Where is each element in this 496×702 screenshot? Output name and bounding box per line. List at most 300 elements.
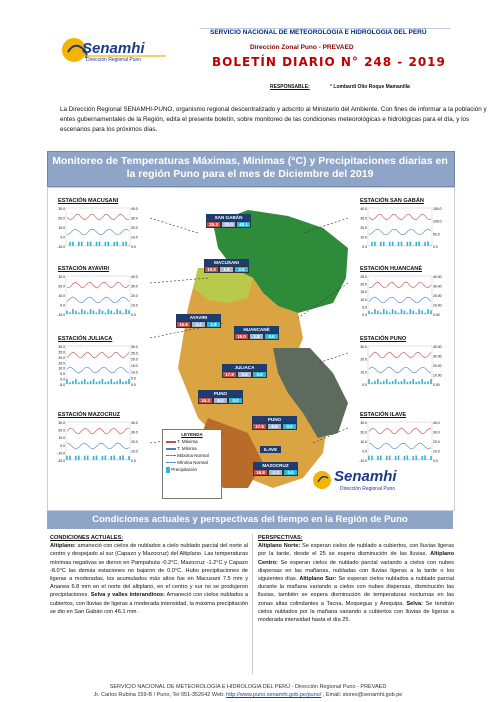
precip-bar: [69, 312, 71, 314]
precip-bar: [389, 242, 391, 246]
y2-tick-label: 10.0: [131, 370, 138, 375]
precip-bar: [78, 382, 80, 384]
station-chart: [352, 198, 448, 260]
y-tick-label: 0.0: [362, 449, 367, 454]
conditions-title: Condiciones actuales y perspectivas del tiempo en la Región de Puno: [92, 514, 408, 525]
precip-bar: [128, 456, 130, 460]
station-chart: [50, 266, 146, 328]
y2-tick-label: 0.0: [433, 459, 438, 463]
map-label-name: MACUSANI: [204, 259, 249, 266]
y-tick-label: -20.0: [57, 459, 65, 463]
monitoring-map-panel: [47, 187, 455, 511]
y-tick-label: 40.0: [360, 207, 367, 211]
y2-tick-label: 40.0: [131, 275, 138, 279]
precip-bar: [113, 242, 115, 246]
precip-bar: [90, 242, 92, 246]
map-label-tmin: 2.8: [237, 371, 252, 378]
map-label-name: JULIACA: [222, 364, 267, 371]
map-label-8: [260, 446, 281, 453]
y-tick-label: 20.0: [58, 355, 65, 360]
precip-bar: [102, 379, 104, 384]
precip-bar: [401, 381, 403, 384]
y-tick-label: -10.0: [57, 451, 65, 456]
y-tick-label: 0.0: [362, 313, 367, 317]
precip-bar: [392, 381, 394, 384]
precip-bar: [398, 456, 400, 460]
precip-bar: [389, 312, 391, 314]
precip-bar: [395, 379, 397, 384]
station-plot: [50, 344, 146, 398]
precip-bar: [84, 456, 86, 460]
map-label-tmin: 20.0: [221, 221, 236, 228]
y2-tick-label: 15.0: [131, 364, 138, 368]
precip-bar: [383, 309, 385, 314]
precip-bar: [407, 382, 409, 384]
website-link[interactable]: http://www.puno.senamhi.gob.pe/puno/: [226, 692, 322, 698]
precip-bar: [90, 381, 92, 384]
precip-bar: [119, 456, 121, 460]
map-label-pp: 0.0: [228, 397, 243, 404]
logo-subtitle: Dirección Regional Puno: [86, 57, 142, 63]
precip-bar: [430, 245, 432, 246]
y-tick-label: 30.0: [58, 421, 65, 425]
map-label-2: [204, 259, 249, 273]
precip-bar: [418, 309, 420, 314]
station-chart: [352, 336, 448, 398]
precip-bar: [386, 456, 388, 460]
y-tick-label: 30.0: [58, 345, 65, 349]
responsible-label: RESPONSABLE:: [270, 84, 310, 90]
precip-bar: [389, 456, 391, 460]
map-label-9: [253, 462, 298, 476]
y-tick-label: 0.0: [60, 443, 65, 448]
y2-tick-label: 40.0: [433, 421, 440, 425]
precip-bar: [125, 459, 127, 460]
responsible-name: ° Lombardi Olio Roque Mamanilla: [330, 84, 410, 90]
y2-tick-label: 150.0: [433, 207, 442, 211]
precip-bar: [116, 241, 118, 246]
precip-bar: [125, 309, 127, 314]
precip-bar: [427, 241, 429, 246]
precip-bar: [75, 311, 77, 314]
y-tick-label: 25.0: [58, 350, 65, 355]
current-conditions-heading: CONDICIONES ACTUALES:: [50, 535, 124, 541]
map-logo-sub: Dirección Regional Puno: [340, 486, 396, 492]
precip-bar: [72, 309, 74, 314]
y2-tick-label: 20.0: [433, 440, 440, 444]
y2-tick-label: 30.0: [131, 284, 138, 289]
precip-bar: [401, 309, 403, 314]
precip-bar: [424, 382, 426, 384]
map-label-pp: 0.0: [252, 371, 267, 378]
column-divider: [252, 534, 253, 674]
sun-icon: [313, 471, 331, 489]
map-label-pp: 40.1: [236, 221, 251, 228]
map-label-tmax: 15.6: [176, 321, 191, 328]
precip-bar: [122, 242, 124, 246]
precip-bar: [66, 379, 68, 384]
precip-bar: [116, 309, 118, 314]
precip-bar: [410, 381, 412, 384]
y2-tick-label: 0.0: [433, 245, 438, 249]
y2-tick-label: 30.00: [433, 284, 442, 289]
precip-bar: [69, 242, 71, 246]
precip-bar: [96, 456, 98, 460]
precip-bar: [430, 310, 432, 314]
map-label-tmax: 15.0: [234, 333, 249, 340]
map-label-tmax: 17.6: [252, 423, 267, 430]
y-tick-label: 20.0: [360, 357, 367, 362]
station-title: ESTACIÓN JULIACA: [58, 336, 113, 342]
station-title: ESTACIÓN AYAVIRI: [58, 266, 110, 272]
y2-tick-label: 10.0: [131, 449, 138, 454]
precip-bar: [105, 242, 107, 246]
map-label-name: SAN GABÁN: [206, 214, 251, 221]
precip-bar: [380, 312, 382, 314]
precip-bar: [398, 313, 400, 314]
precip-bar: [81, 381, 83, 384]
map-label-name: AYAVIRI: [176, 314, 221, 321]
station-title: ESTACIÓN HUANCANÉ: [360, 266, 423, 272]
precip-bar: [122, 313, 124, 314]
y-tick-label: 20.0: [58, 284, 65, 289]
y2-tick-label: 20.0: [131, 357, 138, 362]
precip-bar: [371, 312, 373, 314]
precip-bar: [125, 241, 127, 246]
precip-bar: [105, 313, 107, 314]
y-tick-label: 20.0: [360, 282, 367, 287]
precip-bar: [418, 459, 420, 460]
y-tick-label: 10.0: [360, 370, 367, 375]
precip-bar: [421, 310, 423, 314]
precip-bar: [427, 309, 429, 314]
y-tick-label: 10.0: [58, 366, 65, 371]
precip-bar: [87, 456, 89, 460]
y2-tick-label: 0.0: [131, 459, 136, 463]
precip-bar: [72, 381, 74, 384]
precip-bar: [87, 242, 89, 246]
y2-tick-label: 40.0: [131, 207, 138, 211]
precip-bar: [93, 456, 95, 460]
station-plot: [50, 274, 146, 328]
precip-bar: [377, 456, 379, 460]
precip-bar: [412, 379, 414, 384]
y-tick-label: -10.0: [57, 245, 65, 249]
precip-bar: [72, 242, 74, 246]
precip-bar: [84, 379, 86, 384]
map-label-name: PUNO: [252, 416, 297, 423]
precip-bar: [389, 382, 391, 384]
map-label-6: [198, 390, 243, 404]
precip-bar: [418, 241, 420, 246]
station-chart: [50, 336, 146, 398]
y-tick-label: -10.0: [57, 313, 65, 317]
map-label-tmin: 6.0: [213, 397, 228, 404]
station-title: ESTACIÓN ILAVE: [360, 412, 407, 418]
y2-tick-label: 25.0: [131, 351, 138, 356]
y-tick-label: 0.0: [60, 303, 65, 308]
y-tick-label: 20.0: [58, 216, 65, 221]
y2-tick-label: 10.00: [433, 303, 442, 308]
intro-paragraph: La Dirección Regional SENAMHI-PUNO, organismo regional descentralizado y adscrito al Ministerio del Ambiente. Con fines de informar a la población y entes gubernamentales de la Región, edita el presente boletín, sobre monitoreo de las condiciones meteorológicas e hidrológicas para el día, y los escenarios para los próximos días.: [60, 106, 487, 133]
precip-bar: [427, 459, 429, 460]
y2-tick-label: 40.00: [433, 345, 442, 349]
precip-bar: [105, 382, 107, 384]
y2-tick-label: 100.0: [433, 219, 442, 224]
map-label-1: [206, 214, 251, 228]
precip-bar: [386, 311, 388, 314]
y2-tick-label: 30.00: [433, 354, 442, 359]
map-label-tmax: 16.2: [198, 397, 213, 404]
precip-bar: [122, 382, 124, 384]
legend-item-max-normal: Máxima Normal: [166, 453, 218, 458]
precip-bar: [430, 456, 432, 460]
legend-item-tmin: T. Mínima: [166, 446, 218, 451]
precip-bar: [383, 381, 385, 384]
precip-bar: [377, 311, 379, 314]
precip-bar: [368, 379, 370, 384]
y2-tick-label: 40.0: [131, 421, 138, 425]
precip-bar: [87, 312, 89, 314]
y2-tick-label: 10.0: [131, 303, 138, 308]
map-label-pp: 0.0: [283, 469, 298, 476]
y2-tick-label: 20.0: [131, 226, 138, 230]
footer-line-1: SERVICIO NACIONAL DE METEOROLOGIA E HIDROLOGIA DEL PERÚ - Dirección Regional Puno - PREVAED: [109, 684, 387, 690]
map-label-tmax: 25.3: [206, 221, 221, 228]
precip-bar: [110, 310, 112, 314]
station-chart: [50, 412, 146, 474]
precip-bar: [128, 379, 130, 384]
map-label-tmin: 1.8: [249, 333, 264, 340]
precip-bar: [110, 456, 112, 460]
y-tick-label: -5.0: [59, 383, 65, 387]
perspectives-text: Altiplano Norte: Se esperan cielos de nublado a cubiertos, con lluvias ligeras por la tarde, desde el 25 se espera disminución de las lluvias. Altiplano Centro: Se esperan cielos de nublado parcial variando a cielos con nubes dispersas en las mañanas, nubladas con lluvias ligeras a la tarde o los siguientes días. Altiplano Sur: Se esperan cielos nublados a nublado parcial durante la mañana variando a cielos con nubes dispersas, disminución las lluvias, también se espera disminución de temperaturas nocturnas en las zonas altas colindantes a Tacna, Moquegua y Arequipa. Selva: Se tendrán cielos nublados por la mañana variando a cubiertos con lluvias de ligeras a moderada intensidad hasta el día 25.: [258, 543, 455, 624]
logo-wordmark: Senamhi: [82, 40, 145, 57]
y2-tick-label: 5.0: [131, 376, 136, 381]
precip-bar: [110, 379, 112, 384]
precip-bar: [96, 313, 98, 314]
map-senamhi-logo: [310, 464, 420, 498]
precip-bar: [371, 382, 373, 384]
precip-bar: [386, 379, 388, 384]
station-title: ESTACIÓN SAN GABÁN: [360, 198, 424, 204]
bulletin-title: BOLETÍN DIARIO N° 248 - 2019: [212, 55, 446, 69]
precip-bar: [421, 245, 423, 246]
station-plot: [352, 206, 448, 260]
precip-bar: [398, 242, 400, 246]
organization-name: SERVICIO NACIONAL DE METEOROLOGIA E HIDROLOGIA DEL PERÚ: [210, 29, 427, 36]
y-tick-label: 0.0: [362, 245, 367, 249]
y2-tick-label: 30.0: [433, 430, 440, 435]
y2-tick-label: 20.0: [131, 440, 138, 444]
precip-bar: [93, 379, 95, 384]
y-tick-label: 15.0: [58, 361, 65, 366]
map-label-tmin: 1.6: [219, 266, 234, 273]
precip-bar: [424, 313, 426, 314]
precip-bar: [108, 381, 110, 384]
precip-bar: [427, 381, 429, 384]
y2-tick-label: 10.0: [433, 449, 440, 454]
precip-bar: [99, 381, 101, 384]
map-label-tmax: 16.8: [253, 469, 268, 476]
precip-bar: [380, 382, 382, 384]
y2-tick-label: 20.00: [433, 364, 442, 368]
y-tick-label: 30.0: [360, 216, 367, 221]
precip-bar: [395, 311, 397, 314]
precip-bar: [415, 313, 417, 314]
map-label-pp: 2.5: [234, 266, 249, 273]
precip-bar: [368, 456, 370, 460]
precip-bar: [415, 242, 417, 246]
precip-bar: [404, 311, 406, 314]
y-tick-label: 10.0: [360, 235, 367, 240]
y-tick-label: 0.0: [362, 383, 367, 387]
precip-bar: [404, 379, 406, 384]
precip-bar: [398, 382, 400, 384]
map-label-pp: 1.9: [206, 321, 221, 328]
station-plot: [352, 344, 448, 398]
station-plot: [50, 420, 146, 474]
main-title: Monitoreo de Temperaturas Máximas, Mínimas (°C) y Precipitaciones diarias en la región Puno para el mes de Diciembre del 2019: [52, 155, 448, 180]
precip-bar: [383, 242, 385, 246]
precip-bar: [69, 382, 71, 384]
precip-bar: [122, 455, 124, 460]
map-logo-word: Senamhi: [334, 468, 397, 485]
precip-bar: [421, 379, 423, 384]
y-tick-label: -10.0: [359, 459, 367, 463]
map-label-pp: 0.0: [264, 333, 279, 340]
y-tick-label: 30.0: [360, 345, 367, 349]
y-tick-label: 10.0: [58, 294, 65, 298]
precip-bar: [119, 379, 121, 384]
y-tick-label: 25.0: [360, 275, 367, 279]
map-label-3: [176, 314, 221, 328]
footer-line-2: Jr. Carlos Rubina 159-B / Puno, Tel 051-352642 Web: http://www.puno.senamhi.gob.pe/puno/ , Email: stores@senamhi.gob.pe: [93, 692, 403, 698]
precip-bar: [81, 309, 83, 314]
legend-item-min-normal: Mínima Normal: [166, 460, 218, 465]
precip-bar: [96, 382, 98, 384]
precip-bar: [102, 311, 104, 314]
station-title: ESTACIÓN MAZOCRUZ: [58, 412, 121, 418]
perspectives-column: [258, 534, 454, 624]
precip-bar: [128, 245, 130, 246]
precip-bar: [108, 309, 110, 314]
precip-bar: [84, 311, 86, 314]
precip-bar: [410, 309, 412, 314]
map-label-5: [222, 364, 267, 378]
y-tick-label: 10.0: [58, 226, 65, 230]
precip-bar: [424, 455, 426, 460]
y-tick-label: 10.0: [360, 297, 367, 302]
y2-tick-label: 20.0: [131, 294, 138, 298]
precip-bar: [380, 242, 382, 246]
y2-tick-label: 0.0: [131, 245, 136, 249]
precip-bar: [66, 456, 68, 460]
precip-bar: [78, 456, 80, 460]
y2-tick-label: 0.0: [131, 383, 136, 387]
precip-bar: [78, 312, 80, 314]
precip-bar: [424, 242, 426, 246]
precip-bar: [395, 456, 397, 460]
precip-bar: [69, 456, 71, 460]
y2-tick-label: 50.0: [433, 232, 440, 237]
precip-bar: [128, 310, 130, 314]
precip-bar: [113, 455, 115, 460]
precip-bar: [418, 381, 420, 384]
y2-tick-label: 0.0: [131, 313, 136, 317]
perspectives-heading: PERSPECTIVAS:: [258, 535, 303, 541]
y-tick-label: 0.0: [60, 235, 65, 240]
legend-item-tmax: T. Máxima: [166, 439, 218, 444]
y2-tick-label: 0.00: [433, 383, 440, 387]
precip-bar: [404, 456, 406, 460]
precip-bar: [392, 242, 394, 246]
y2-tick-label: 30.0: [131, 345, 138, 349]
precip-bar: [371, 242, 373, 246]
precip-bar: [407, 455, 409, 460]
map-label-tmin: 5.8: [267, 423, 282, 430]
precip-bar: [421, 456, 423, 460]
station-chart: [352, 266, 448, 328]
precip-bar: [99, 242, 101, 246]
y2-tick-label: 30.0: [131, 216, 138, 221]
map-label-tmin: 3.4: [191, 321, 206, 328]
map-label-tmin: -1.2: [268, 469, 283, 476]
precip-bar: [377, 379, 379, 384]
precip-bar: [99, 309, 101, 314]
station-title: ESTACIÓN MACUSANI: [58, 198, 119, 204]
map-label-name: HUANCANÉ: [234, 326, 279, 333]
station-title: ESTACIÓN PUNO: [360, 336, 407, 342]
precip-bar: [116, 381, 118, 384]
precip-bar: [119, 310, 121, 314]
precip-bar: [371, 456, 373, 460]
map-label-name: PUNO: [198, 390, 243, 397]
station-plot: [50, 206, 146, 260]
y-tick-label: 30.0: [58, 275, 65, 279]
precip-bar: [96, 242, 98, 246]
precip-bar: [412, 456, 414, 460]
precip-bar: [66, 311, 68, 314]
precip-bar: [415, 382, 417, 384]
precip-bar: [410, 241, 412, 246]
y-tick-label: 0.0: [60, 377, 65, 382]
precip-bar: [415, 455, 417, 460]
y-tick-label: 30.0: [360, 421, 367, 425]
zone-name: Dirección Zonal Puno - PREVAED: [250, 44, 354, 51]
precip-bar: [78, 242, 80, 246]
precip-bar: [90, 309, 92, 314]
y2-tick-label: 30.0: [131, 430, 138, 435]
precip-bar: [113, 382, 115, 384]
map-label-tmax: 10.0: [204, 266, 219, 273]
precip-bar: [430, 379, 432, 384]
y2-tick-label: 20.00: [433, 294, 442, 298]
precip-bar: [380, 456, 382, 460]
precip-bar: [374, 309, 376, 314]
precip-bar: [108, 241, 110, 246]
legend-item-precip: Precipitación: [166, 467, 218, 473]
map-label-name: MAZOCRUZ: [253, 462, 298, 469]
precip-bar: [125, 381, 127, 384]
station-chart: [50, 198, 146, 260]
y2-tick-label: 0.00: [433, 313, 440, 317]
precip-bar: [81, 242, 83, 246]
map-label-4: [234, 326, 279, 340]
precip-bar: [87, 382, 89, 384]
precip-bar: [374, 242, 376, 246]
precip-bar: [368, 311, 370, 314]
